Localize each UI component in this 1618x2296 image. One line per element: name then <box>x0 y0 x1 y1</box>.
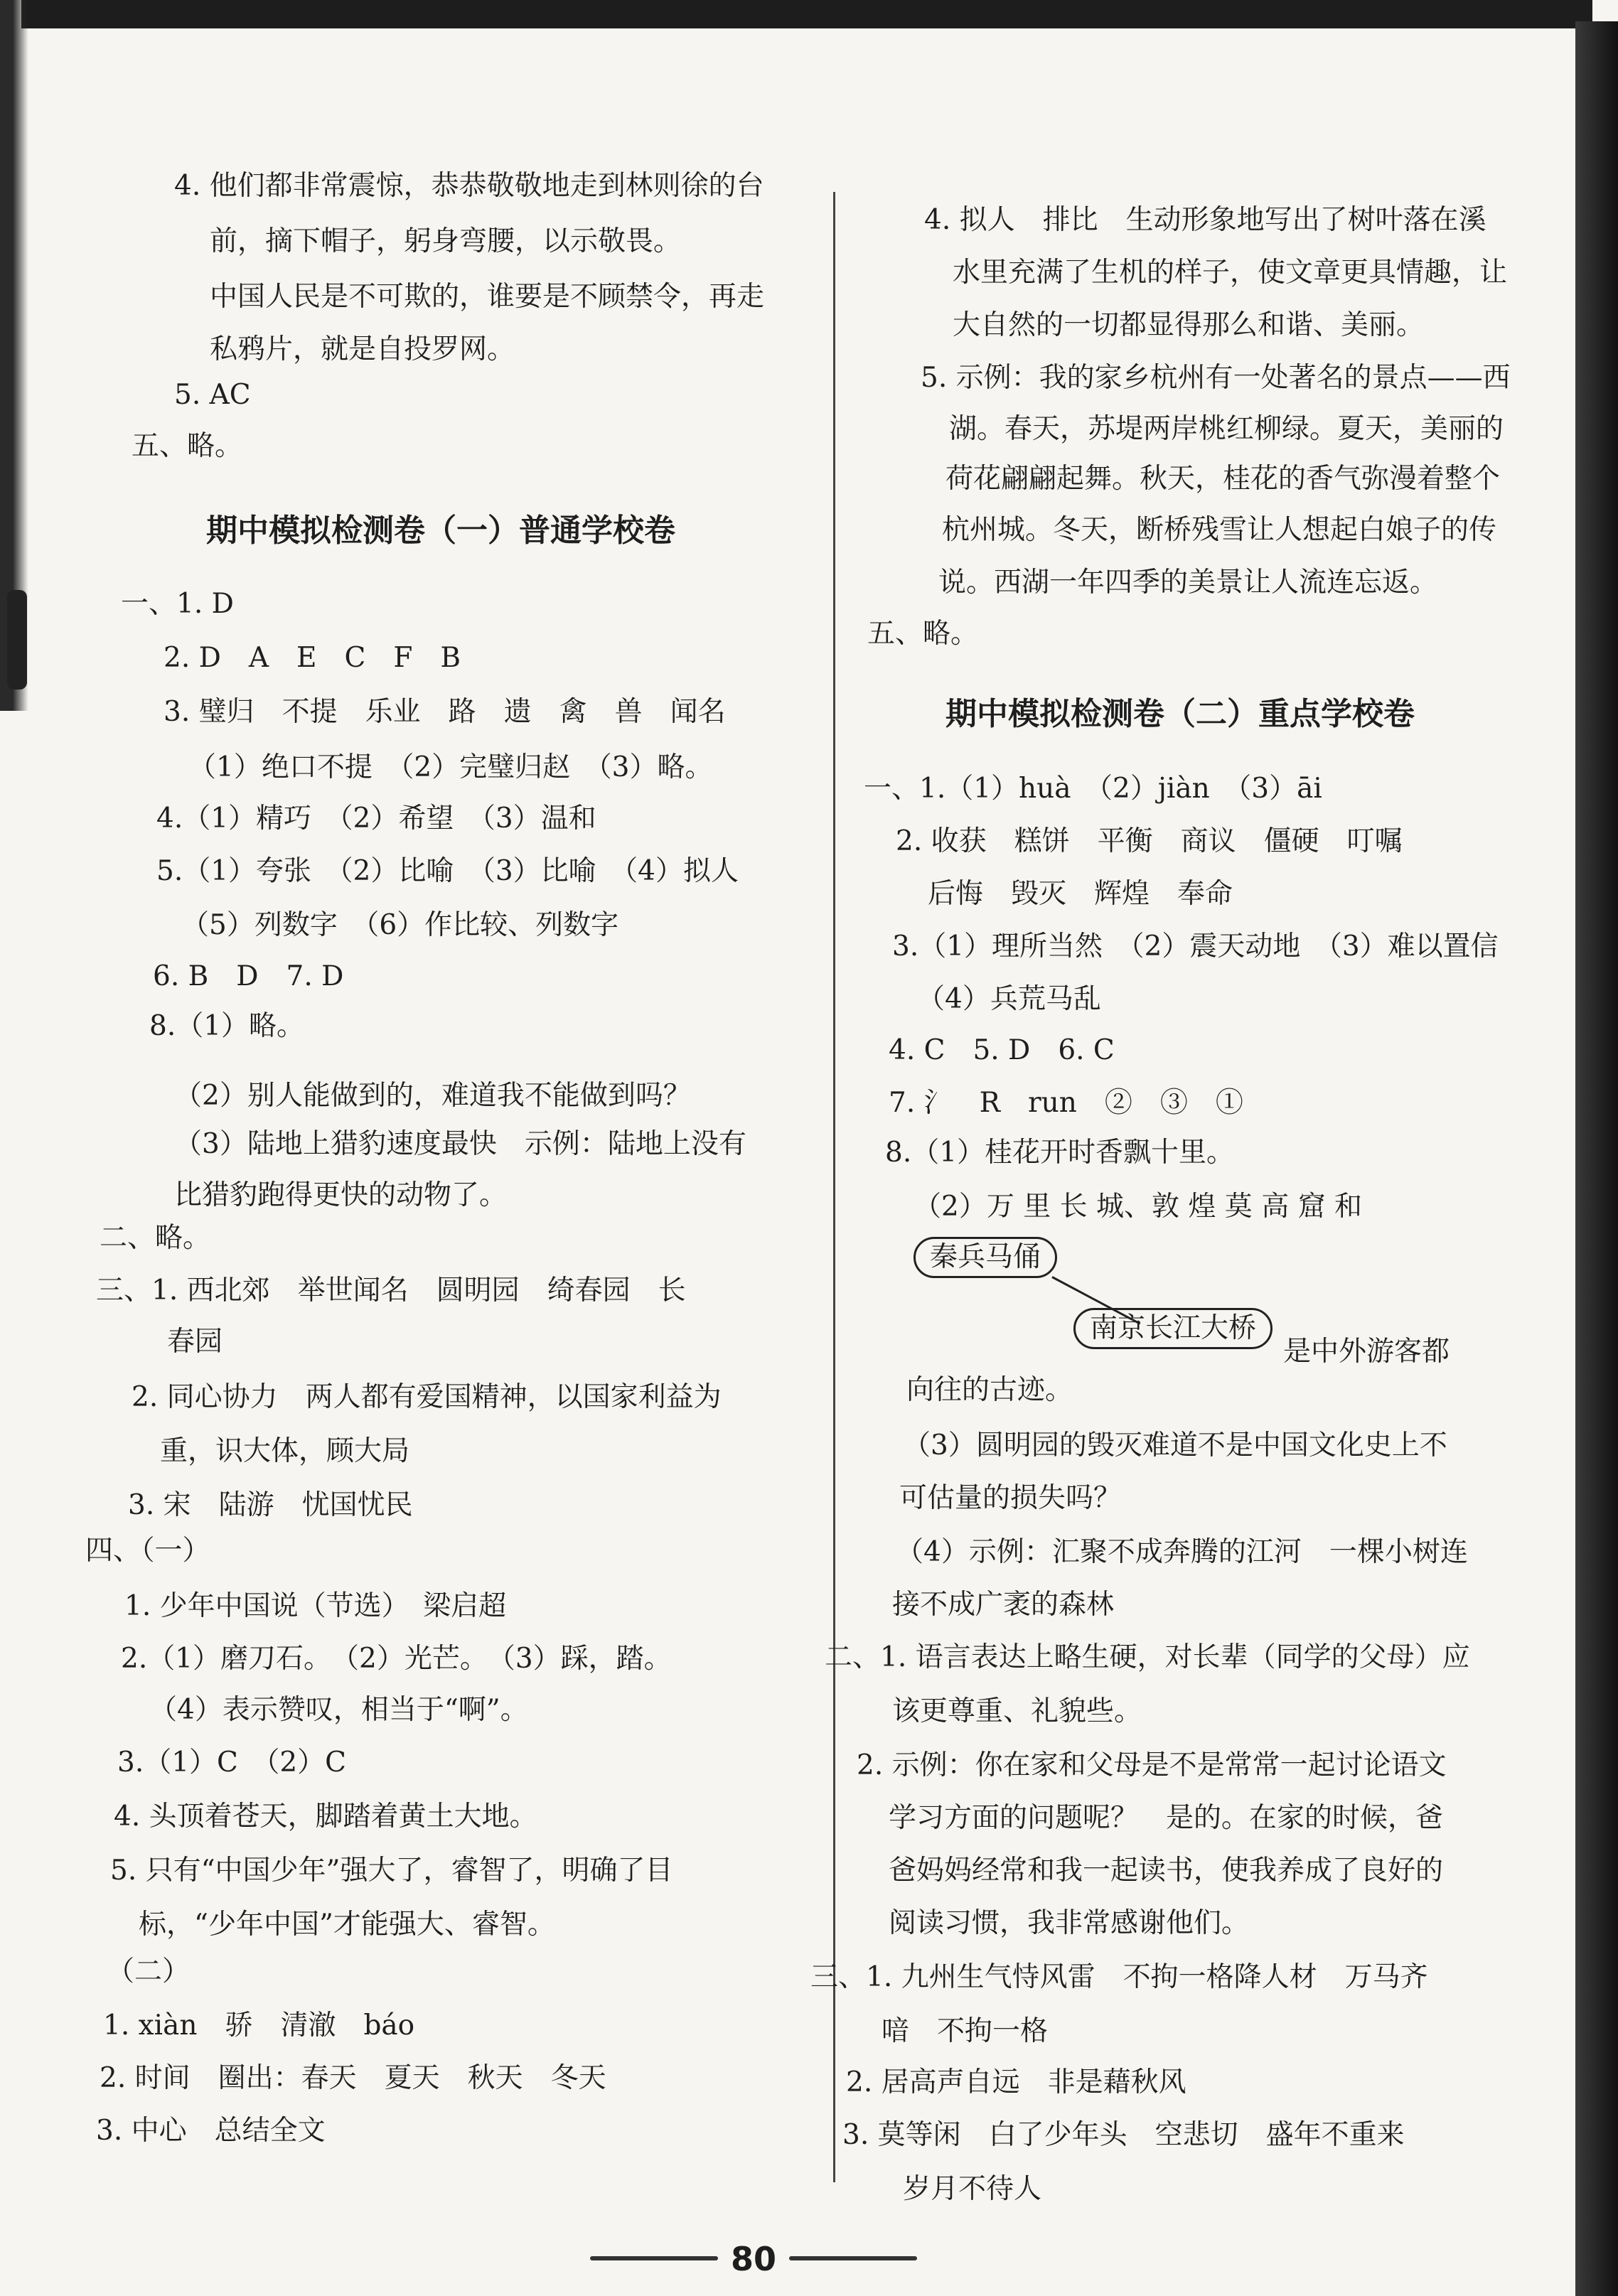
answer-line: 2. 居高声自远 非是藉秋风 <box>846 2066 1186 2098</box>
answer-line: 4. C 5. D 6. C <box>889 1034 1115 1066</box>
section-label: 四、（一） <box>85 1535 210 1567</box>
answer-line: 3.（1）理所当然 （2）震天动地 （3）难以置信 <box>892 930 1499 962</box>
answer-line: 5.（1）夸张 （2）比喻 （3）比喻 （4）拟人 <box>156 855 739 887</box>
answer-line: 一、1. D <box>121 588 234 620</box>
answer-line: 爸妈妈经常和我一起读书，使我养成了良好的 <box>889 1855 1444 1887</box>
circled-answer: 秦兵马俑 <box>914 1237 1057 1278</box>
answer-line: 2. 时间 圈出：春天 夏天 秋天 冬天 <box>100 2062 606 2094</box>
page-footer <box>590 2239 917 2282</box>
answer-line: 2. 示例：你在家和父母是不是常常一起讨论语文 <box>857 1749 1447 1781</box>
answer-line: 3. 莫等闲 白了少年头 空悲切 盛年不重来 <box>842 2119 1405 2151</box>
answer-line: 岁月不待人 <box>903 2173 1042 2205</box>
answer-line: 重，识大体，顾大局 <box>160 1435 410 1467</box>
answer-line: 4.（1）精巧 （2）希望 （3）温和 <box>156 803 596 835</box>
answer-line: 3. 宋 陆游 忧国忧民 <box>128 1489 413 1521</box>
answer-line: 5. 示例：我的家乡杭州有一处著名的景点——西 <box>921 362 1511 394</box>
answer-line: 4. 他们都非常震惊，恭恭敬敬地走到林则徐的台 <box>174 170 764 202</box>
answer-line: 5. 只有“中国少年”强大了，睿智了，明确了目 <box>110 1855 673 1887</box>
answer-line: （2）别人能做到的，难道我不能做到吗？ <box>174 1080 691 1112</box>
answer-line: 8.（1）桂花开时香飘十里。 <box>885 1137 1235 1169</box>
answer-line: （3）陆地上猎豹速度最快 示例：陆地上没有 <box>174 1128 746 1160</box>
answer-line: 2. D A E C F B <box>164 642 461 674</box>
answer-line: 大自然的一切都显得那么和谐、美丽。 <box>953 309 1425 341</box>
answer-line: 4. 拟人 排比 生动形象地写出了树叶落在溪 <box>924 204 1486 236</box>
answer-line: 杭州城。冬天，断桥残雪让人想起白娘子的传 <box>942 514 1497 546</box>
answer-line: 私鸦片，就是自投罗网。 <box>210 333 515 365</box>
section-label: 五、略。 <box>132 430 243 462</box>
answer-line: 比猎豹跑得更快的动物了。 <box>174 1179 508 1211</box>
answer-line: 1. 少年中国说（节选） 梁启超 <box>124 1590 507 1622</box>
exam-heading-1: 期中模拟检测卷（一）普通学校卷 <box>206 513 675 549</box>
answer-line: （2）万 里 长 城、敦 煌 莫 高 窟 和 <box>914 1191 1362 1223</box>
answer-line: 春园 <box>167 1326 223 1358</box>
answer-line: 2. 收获 糕饼 平衡 商议 僵硬 叮嘱 <box>896 825 1403 857</box>
answer-line: 3. 中心 总结全文 <box>96 2115 326 2147</box>
section-label: （二） <box>107 1956 191 1987</box>
answer-line: 2.（1）磨刀石。 （2）光芒。 （3）踩，踏。 <box>121 1643 672 1675</box>
column-divider <box>833 192 835 2182</box>
answer-line: 接不成广袤的森林 <box>892 1589 1115 1621</box>
answer-line: 二、1. 语言表达上略生硬，对长辈（同学的父母）应 <box>825 1641 1470 1673</box>
footer-ornament-right <box>789 2256 917 2260</box>
answer-line: 标，“少年中国”才能强大、睿智。 <box>139 1909 555 1941</box>
answer-line: 说。西湖一年四季的美景让人流连忘返。 <box>938 567 1438 599</box>
circled-answer: 南京长江大桥 <box>1073 1308 1273 1349</box>
answer-line: 三、1. 九州生气恃风雷 不拘一格降人材 万马齐 <box>810 1961 1428 1993</box>
answer-line: 湖。春天，苏堤两岸桃红柳绿。夏天，美丽的 <box>949 413 1504 445</box>
answer-line: 后悔 毁灭 辉煌 奉命 <box>928 878 1233 910</box>
answer-line: 1. xiàn 骄 清澈 báo <box>103 2010 415 2042</box>
answer-line: 向往的古迹。 <box>906 1374 1073 1406</box>
footer-ornament-left <box>590 2256 718 2260</box>
answer-line: （3）圆明园的毁灭难道不是中国文化史上不 <box>903 1429 1447 1461</box>
answer-line: 学习方面的问题呢？ 是的。在家的时候，爸 <box>889 1802 1444 1834</box>
answer-line: 8.（1）略。 <box>149 1010 305 1042</box>
section-label: 五、略。 <box>867 618 979 650</box>
answer-line: 水里充满了生机的样子，使文章更具情趣，让 <box>953 257 1508 289</box>
scan-left-mark <box>7 590 27 690</box>
answer-line: （5）列数字 （6）作比较、列数字 <box>181 909 619 941</box>
exam-heading-2: 期中模拟检测卷（二）重点学校卷 <box>945 696 1415 732</box>
answer-line: 6. B D 7. D <box>153 960 344 992</box>
answer-line: 该更尊重、礼貌些。 <box>892 1695 1142 1727</box>
answer-line: 7. 氵 R run ② ③ ① <box>889 1087 1243 1119</box>
scan-right-shadow <box>1575 21 1618 2296</box>
answer-line: 前，摘下帽子，躬身弯腰，以示敬畏。 <box>210 225 682 257</box>
answer-line: （4）示例：汇聚不成奔腾的江河 一棵小树连 <box>896 1536 1468 1568</box>
answer-line: 阅读习惯，我非常感谢他们。 <box>889 1907 1250 1939</box>
answer-line: 3. 璧归 不提 乐业 路 遗 禽 兽 闻名 <box>164 696 726 728</box>
scan-top-shadow <box>21 0 1592 28</box>
answer-line: 3.（1）C （2）C <box>117 1747 347 1779</box>
answer-line: 是中外游客都 <box>1283 1336 1450 1368</box>
answer-line: （1）绝口不提 （2）完璧归赵 （3）略。 <box>188 751 713 783</box>
answer-line: 三、1. 西北郊 举世闻名 圆明园 绮春园 长 <box>96 1275 686 1307</box>
answer-line: （4）兵荒马乱 <box>917 983 1101 1015</box>
answer-line: 2. 同心协力 两人都有爱国精神，以国家利益为 <box>132 1381 722 1413</box>
answer-line: 5. AC <box>174 379 251 411</box>
answer-line: 荷花翩翩起舞。秋天，桂花的香气弥漫着整个 <box>945 463 1501 495</box>
answer-line: 4. 头顶着苍天，脚踏着黄土大地。 <box>114 1801 537 1833</box>
answer-line: 喑 不拘一格 <box>882 2015 1049 2047</box>
section-label: 二、略。 <box>100 1222 211 1254</box>
answer-line: 可估量的损失吗？ <box>899 1482 1122 1514</box>
page-number: 80 <box>730 2240 776 2278</box>
answer-line: 一、1.（1）huà （2）jiàn （3）āi <box>864 773 1322 805</box>
answer-line: 中国人民是不可欺的，谁要是不顾禁令，再走 <box>210 281 765 313</box>
answer-line: （4）表示赞叹，相当于“啊”。 <box>149 1694 528 1726</box>
